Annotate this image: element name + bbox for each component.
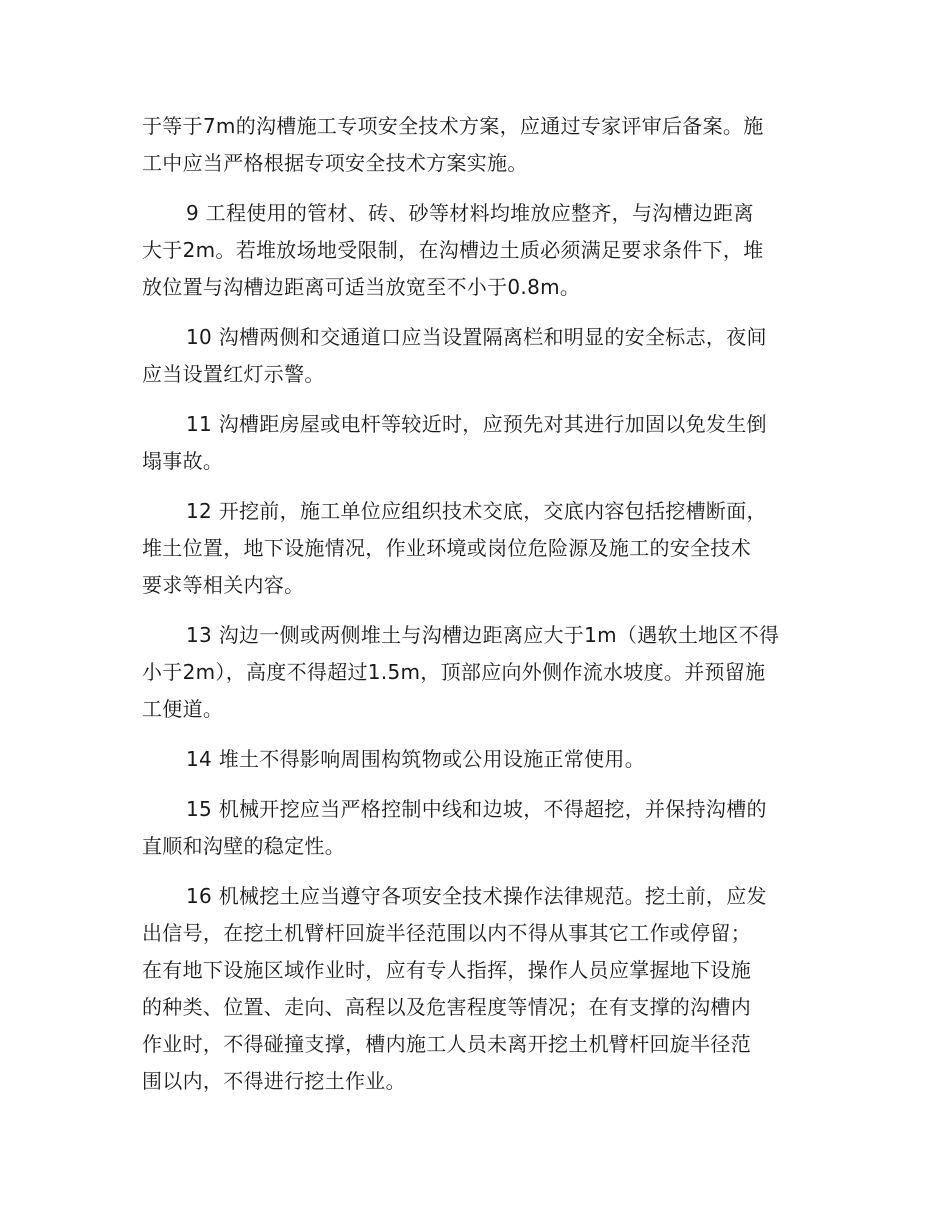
text-line: 15 机械开挖应当严格控制中线和边坡，不得超挖，并保持沟槽的 [186, 797, 767, 821]
paragraph-item-13 [142, 617, 810, 728]
paragraph-item-11 [142, 406, 810, 480]
text-line: 11 沟槽距房屋或电杆等较近时，应预先对其进行加固以免发生倒 [186, 412, 767, 436]
document-page [142, 108, 810, 1113]
text-line: 塌事故。 [142, 449, 224, 473]
text-line: 13 沟边一侧或两侧堆土与沟槽边距离应大于1m（遇软土地区不得 [186, 623, 780, 647]
text-line: 小于2m），高度不得超过1.5m，顶部应向外侧作流水坡度。并预留施 [142, 660, 766, 684]
text-line: 大于2m。若堆放场地受限制，在沟槽边土质必须满足要求条件下，堆 [142, 238, 764, 262]
text-line: 放位置与沟槽边距离可适当放宽至不小于0.8m。 [142, 275, 581, 299]
text-line: 工便道。 [142, 697, 224, 721]
text-line: 工中应当严格根据专项安全技术方案实施。 [142, 151, 528, 175]
text-line: 9 工程使用的管材、砖、砂等材料均堆放应整齐，与沟槽边距离 [186, 201, 754, 225]
paragraph-item-12 [142, 493, 810, 604]
paragraph-item-16 [142, 878, 810, 1100]
text-line: 直顺和沟壁的稳定性。 [142, 834, 345, 858]
text-line: 12 开挖前，施工单位应组织技术交底，交底内容包括挖槽断面， [186, 499, 767, 523]
text-line: 14 堆土不得影响周围构筑物或公用设施正常使用。 [186, 747, 646, 771]
text-line: 于等于7m的沟槽施工专项安全技术方案，应通过专家评审后备案。施 [142, 114, 764, 138]
text-line: 10 沟槽两侧和交通道口应当设置隔离栏和明显的安全标志，夜间 [186, 325, 767, 349]
text-line: 出信号，在挖土机臂杆回旋半径范围以内不得从事其它工作或停留； [142, 921, 751, 945]
paragraph-item-9 [142, 195, 810, 306]
text-line: 的种类、位置、走向、高程以及危害程度等情况；在有支撑的沟槽内 [142, 995, 751, 1019]
text-line: 作业时，不得碰撞支撑，槽内施工人员未离开挖土机臂杆回旋半径范 [142, 1032, 751, 1056]
text-line: 应当设置红灯示警。 [142, 362, 325, 386]
text-line: 16 机械挖土应当遵守各项安全技术操作法律规范。挖土前，应发 [186, 884, 767, 908]
paragraph-item-15 [142, 791, 810, 865]
text-line: 在有地下设施区域作业时，应有专人指挥，操作人员应掌握地下设施 [142, 958, 751, 982]
text-line: 围以内，不得进行挖土作业。 [142, 1069, 406, 1093]
text-line: 堆土位置，地下设施情况，作业环境或岗位危险源及施工的安全技术 [142, 536, 751, 560]
paragraph-continued [142, 108, 810, 182]
text-line: 要求等相关内容。 [142, 573, 305, 597]
paragraph-item-14 [142, 741, 810, 778]
paragraph-item-10 [142, 319, 810, 393]
